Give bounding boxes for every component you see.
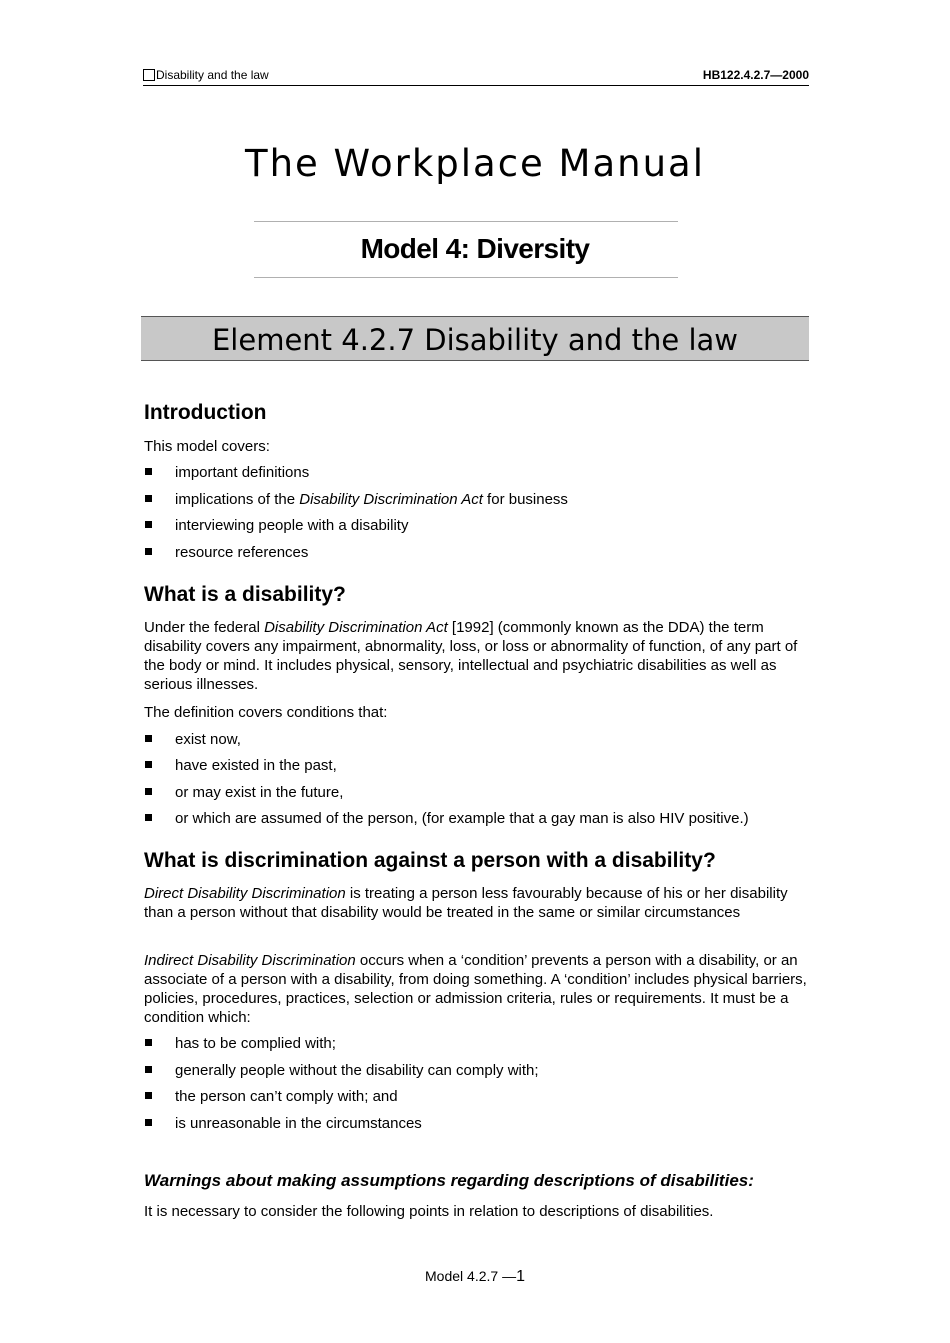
warnings-text: It is necessary to consider the following points in relation to descriptions of disabilities. — [144, 1203, 714, 1220]
bullet-square-icon — [145, 521, 152, 528]
title-rule-top — [254, 221, 678, 222]
page-number: 1 — [516, 1268, 525, 1285]
intro-lead: This model covers: — [144, 438, 270, 455]
header-left — [143, 68, 269, 82]
bullet-square-icon — [145, 735, 152, 742]
title-rule-bottom — [254, 277, 678, 278]
bullet-square-icon — [145, 468, 152, 475]
heading-what-is-discrimination: What is discrimination against a person with a disability? — [144, 849, 716, 872]
header-doc-code: HB122.4.2.7—2000 — [702, 68, 809, 82]
footer-label: Model 4.2.7 — — [425, 1268, 517, 1284]
bullet-square-icon — [145, 1066, 152, 1073]
bullet-square-icon — [145, 1119, 152, 1126]
bullet-square-icon — [145, 1039, 152, 1046]
direct-discrimination-text: Direct Disability Discrimination is treating a person less favourably because of his or her disability than a person without that disability would be treated in the same or similar circumstances — [144, 885, 792, 921]
bullet-square-icon — [145, 1092, 152, 1099]
bullet-square-icon — [145, 788, 152, 795]
bullet-square-icon — [145, 548, 152, 555]
heading-warnings: Warnings about making assumptions regarding descriptions of disabilities: — [144, 1171, 754, 1190]
model-title: Model 4: Diversity — [360, 233, 590, 264]
document-page: Disability and the law HB122.4.2.7—2000 The Workplace Manual Model 4: Diversity Element 4.2.7 Disability and the law Introduction This model covers: important definitions implications of the Disability Discrimination Act for business interviewing people with a disability resource references What is a disability? Under the federal Disability Discrimination Act [1992] (commonly known as the DDA) the term disability covers any impairment, abnormality, loss, or loss or abnormality of function, of any part of the body or mind. It includes physical, sensory, intellectual and psychiatric disabilities as well as serious illnesses. The definition covers conditions that: exist now, have existed in the past, or may exist in the future, or which are assumed of the person, (for example that a gay man is also HIV positive.) What is discrimination against a person with a disability? Direct Disability Discrimination is treating a person less favourably because of his or her disability than a person without that disability would be treated in the same or similar circumstances Indirect Disability Discrimination occurs when a ‘condition’ prevents a person with a disability, or an associate of a person with a disability, from doing something. A ‘condition’ includes physical barriers, policies, procedures, practices, selection or admission criteria, rules or requirements. It must be a condition which: has to be complied with; generally people without the disability can comply with; the person can’t comply with; and is unreasonable in the circumstances Warnings about making assumptions regarding descriptions of disabilities: It is necessary to consider the following points in relation to descriptions of disabilities. Model 4.2.7 —1 — [0, 0, 950, 1343]
indirect-discrimination-text: Indirect Disability Discrimination occurs when a ‘condition’ prevents a person with a disability, or an associate of a person with a disability, from doing something. A ‘condition’ includes physical barriers, policies, procedures, practices, selection or admission criteria, rules or requirements. It must be a condition which: — [144, 952, 812, 1026]
header-section-title: Disability and the law — [156, 68, 269, 82]
disability-definition: Under the federal Disability Discrimination Act [1992] (commonly known as the DDA) the term disability covers any impairment, abnormality, loss, or loss or abnormality of function, of any part of the body or mind. It includes physical, sensory, intellectual and psychiatric disabilities as well as serious illnesses. — [144, 619, 802, 693]
running-header — [143, 66, 809, 86]
bullet-square-icon — [145, 761, 152, 768]
page-footer — [0, 1268, 950, 1286]
checkbox-glyph-icon — [143, 69, 155, 81]
manual-title: The Workplace Manual — [244, 142, 706, 185]
heading-what-is-disability: What is a disability? — [144, 583, 346, 606]
act-title: Disability Discrimination Act — [299, 491, 483, 508]
heading-introduction: Introduction — [144, 401, 267, 424]
bullet-square-icon — [145, 495, 152, 502]
bullet-square-icon — [145, 814, 152, 821]
definition-lead: The definition covers conditions that: — [144, 704, 388, 721]
element-banner: Element 4.2.7 Disability and the law — [141, 316, 809, 361]
